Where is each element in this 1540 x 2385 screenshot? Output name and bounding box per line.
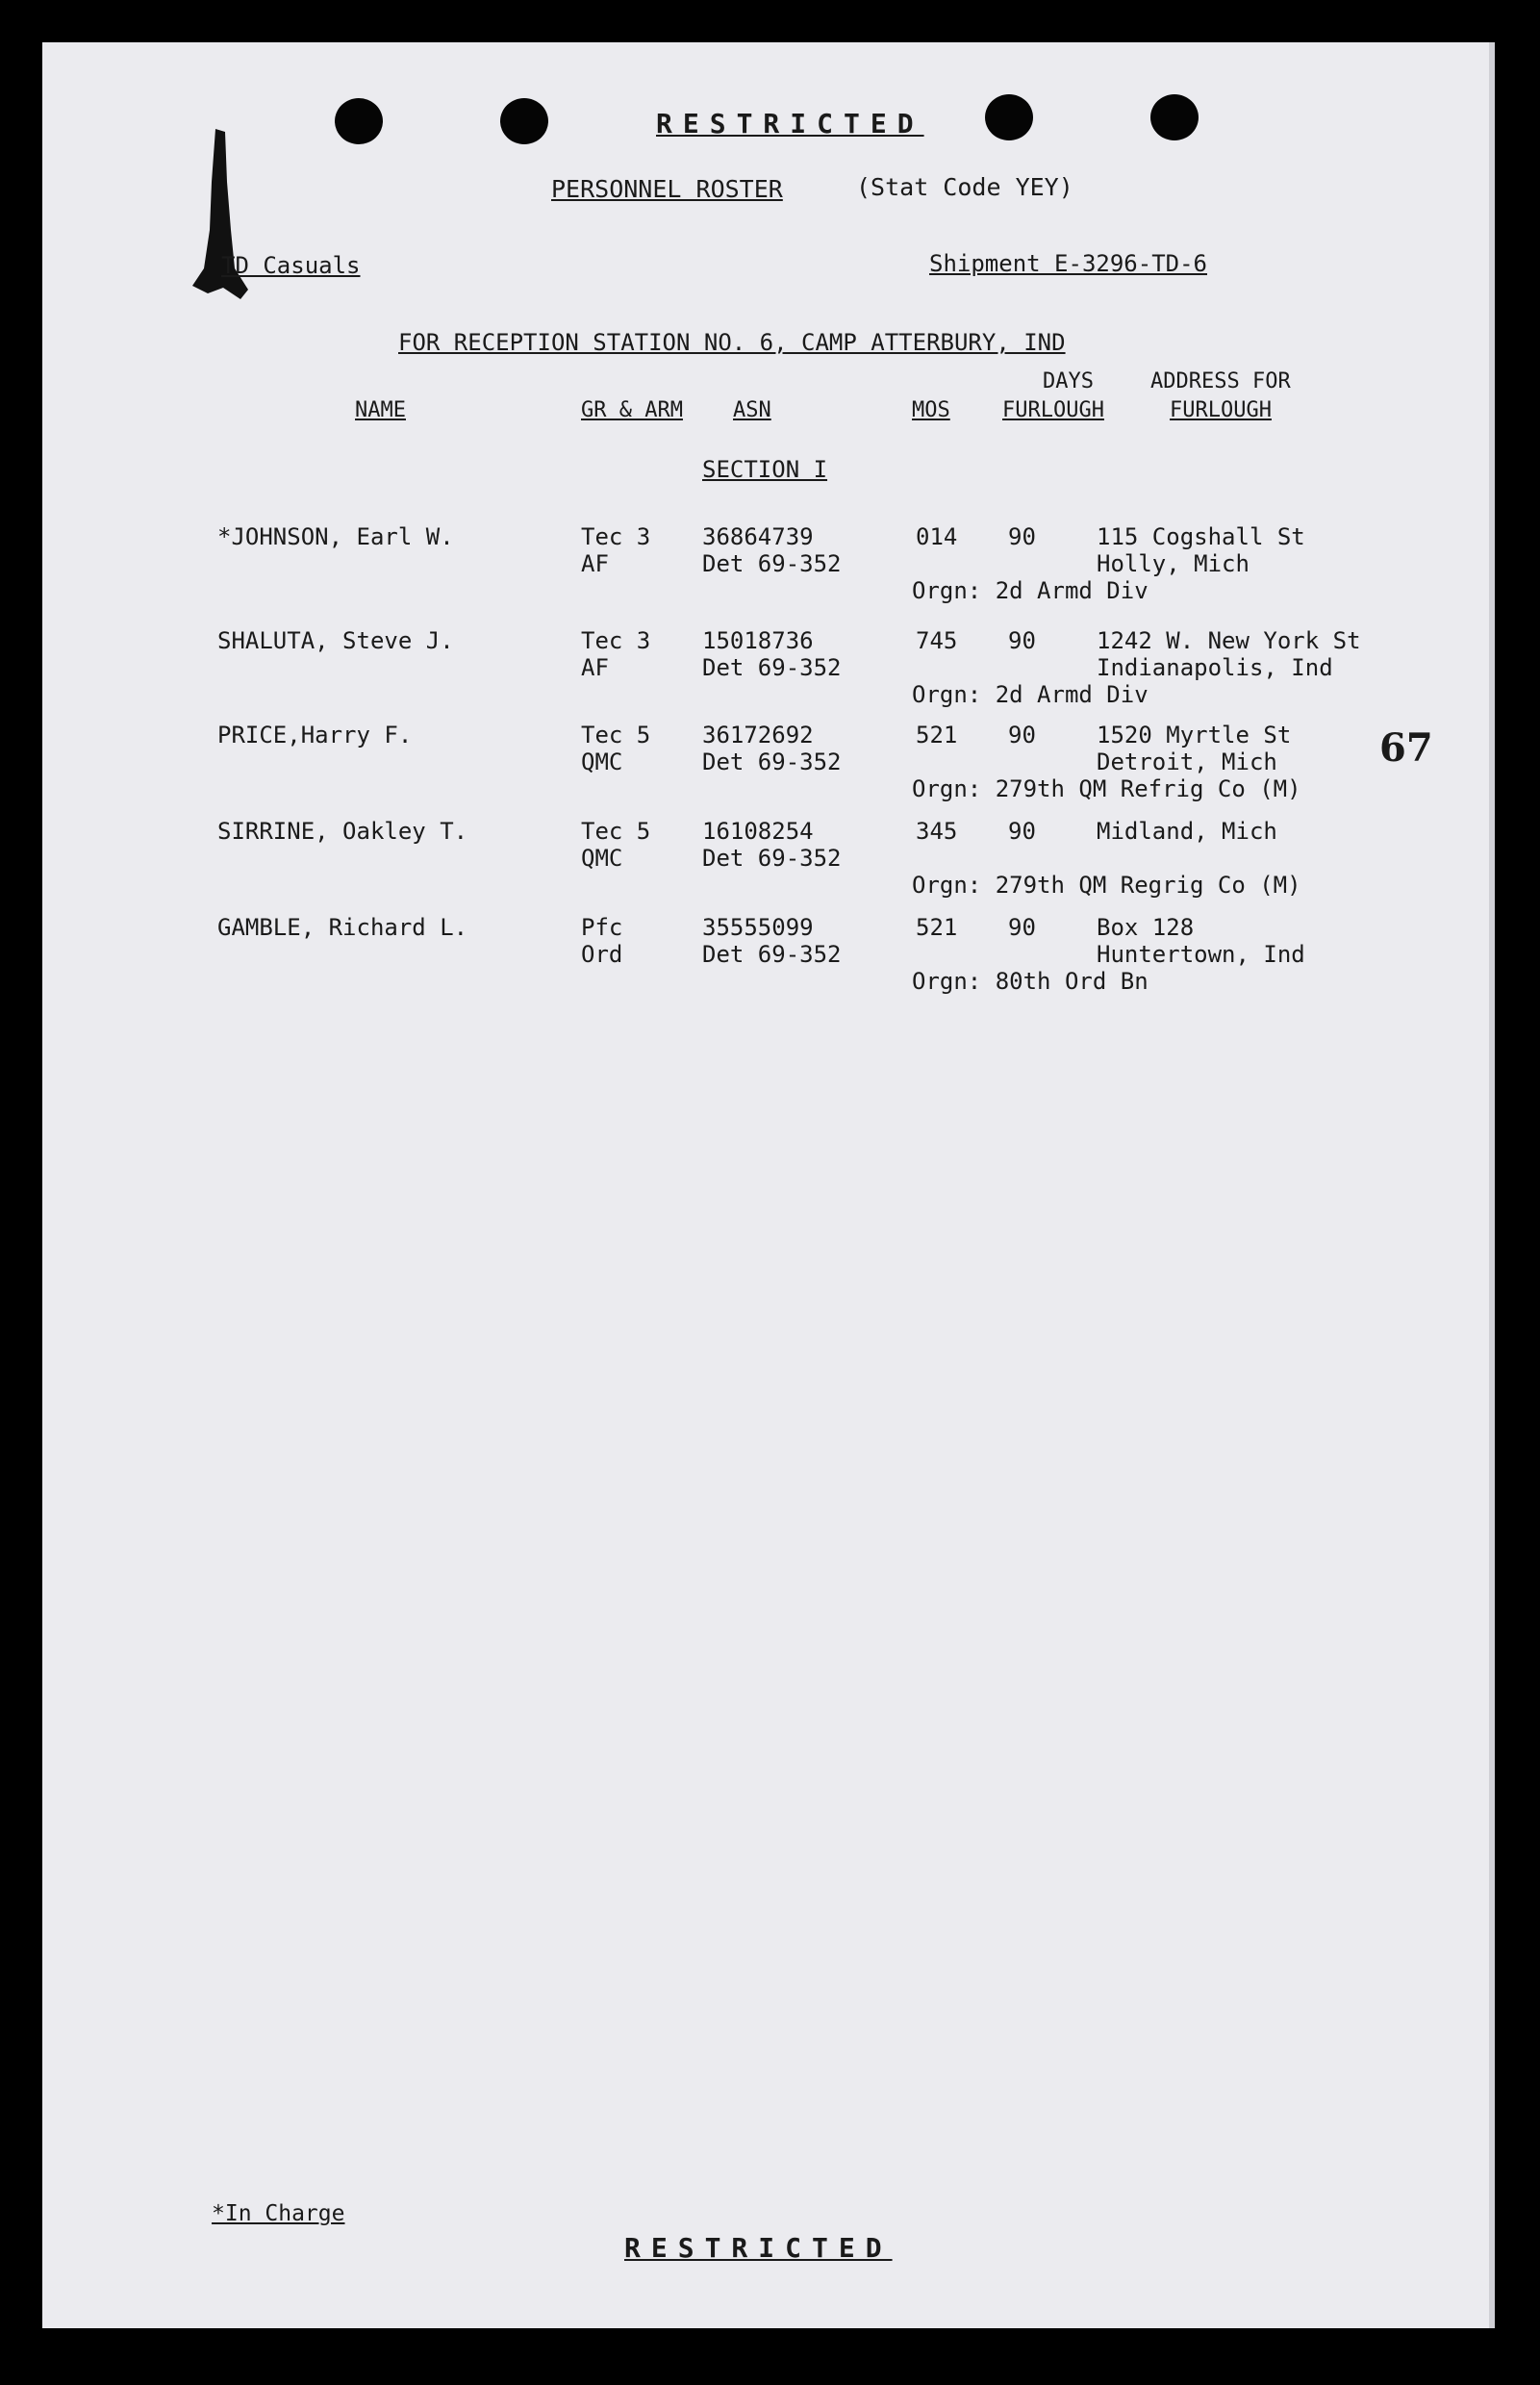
- punch-hole: [1150, 94, 1199, 140]
- roster-address-line1: 1242 W. New York St: [1097, 627, 1361, 654]
- punch-hole: [985, 94, 1033, 140]
- roster-asn: 36864739: [702, 523, 814, 550]
- roster-detachment: Det 69-352: [702, 654, 842, 681]
- col-mos: MOS: [912, 398, 950, 422]
- unit-label: TD Casuals: [221, 252, 361, 279]
- roster-detachment: Det 69-352: [702, 845, 842, 872]
- roster-mos: 521: [916, 914, 958, 941]
- roster-mos: 014: [916, 523, 958, 550]
- punch-hole: [335, 98, 383, 144]
- page-number: 67: [1379, 725, 1433, 771]
- roster-grade: Tec 5: [581, 722, 651, 748]
- roster-address-line1: Midland, Mich: [1097, 818, 1277, 845]
- roster-grade: Tec 3: [581, 523, 651, 550]
- section-heading: SECTION I: [702, 456, 828, 483]
- roster-asn: 35555099: [702, 914, 814, 941]
- roster-asn: 36172692: [702, 722, 814, 748]
- roster-detachment: Det 69-352: [702, 748, 842, 775]
- roster-arm: AF: [581, 550, 609, 577]
- roster-organization: Orgn: 2d Armd Div: [912, 577, 1149, 604]
- roster-furlough-days: 90: [1008, 523, 1036, 550]
- roster-detachment: Det 69-352: [702, 941, 842, 968]
- roster-address-line2: Detroit, Mich: [1097, 748, 1277, 775]
- punch-hole: [500, 98, 548, 144]
- roster-name: PRICE,Harry F.: [217, 722, 413, 748]
- roster-address-line1: Box 128: [1097, 914, 1195, 941]
- roster-address-line2: Huntertown, Ind: [1097, 941, 1305, 968]
- shipment-number: Shipment E-3296-TD-6: [929, 250, 1207, 277]
- roster-organization: Orgn: 279th QM Refrig Co (M): [912, 775, 1301, 802]
- roster-asn: 16108254: [702, 818, 814, 845]
- col-address-furlough: FURLOUGH: [1170, 398, 1272, 422]
- col-address-for: ADDRESS FOR: [1150, 369, 1291, 393]
- roster-furlough-days: 90: [1008, 914, 1036, 941]
- roster-detachment: Det 69-352: [702, 550, 842, 577]
- roster-arm: QMC: [581, 845, 623, 872]
- roster-mos: 521: [916, 722, 958, 748]
- roster-arm: AF: [581, 654, 609, 681]
- roster-furlough-days: 90: [1008, 722, 1036, 748]
- roster-grade: Tec 3: [581, 627, 651, 654]
- destination-line: FOR RECEPTION STATION NO. 6, CAMP ATTERBURY, IND: [398, 329, 1066, 356]
- roster-furlough-days: 90: [1008, 627, 1036, 654]
- col-furlough: FURLOUGH: [1002, 398, 1104, 422]
- col-name: NAME: [355, 398, 406, 422]
- roster-furlough-days: 90: [1008, 818, 1036, 845]
- roster-organization: Orgn: 279th QM Regrig Co (M): [912, 872, 1301, 899]
- roster-arm: Ord: [581, 941, 623, 968]
- roster-address-line1: 1520 Myrtle St: [1097, 722, 1292, 748]
- roster-title: PERSONNEL ROSTER: [551, 175, 783, 203]
- roster-address-line1: 115 Cogshall St: [1097, 523, 1305, 550]
- roster-organization: Orgn: 80th Ord Bn: [912, 968, 1149, 995]
- restricted-header: RESTRICTED: [656, 108, 924, 140]
- roster-name: SHALUTA, Steve J.: [217, 627, 454, 654]
- roster-organization: Orgn: 2d Armd Div: [912, 681, 1149, 708]
- roster-mos: 345: [916, 818, 958, 845]
- document-page: [42, 42, 1495, 2328]
- col-days: DAYS: [1043, 369, 1094, 393]
- in-charge-footnote: *In Charge: [212, 2201, 345, 2226]
- roster-grade: Tec 5: [581, 818, 651, 845]
- roster-mos: 745: [916, 627, 958, 654]
- roster-name: *JOHNSON, Earl W.: [217, 523, 454, 550]
- stat-code: (Stat Code YEY): [856, 173, 1073, 201]
- restricted-footer: RESTRICTED: [624, 2232, 893, 2264]
- roster-name: GAMBLE, Richard L.: [217, 914, 468, 941]
- roster-grade: Pfc: [581, 914, 623, 941]
- col-asn: ASN: [733, 398, 771, 422]
- roster-address-line2: Holly, Mich: [1097, 550, 1250, 577]
- col-gr-arm: GR & ARM: [581, 398, 683, 422]
- roster-address-line2: Indianapolis, Ind: [1097, 654, 1333, 681]
- roster-arm: QMC: [581, 748, 623, 775]
- roster-name: SIRRINE, Oakley T.: [217, 818, 468, 845]
- roster-asn: 15018736: [702, 627, 814, 654]
